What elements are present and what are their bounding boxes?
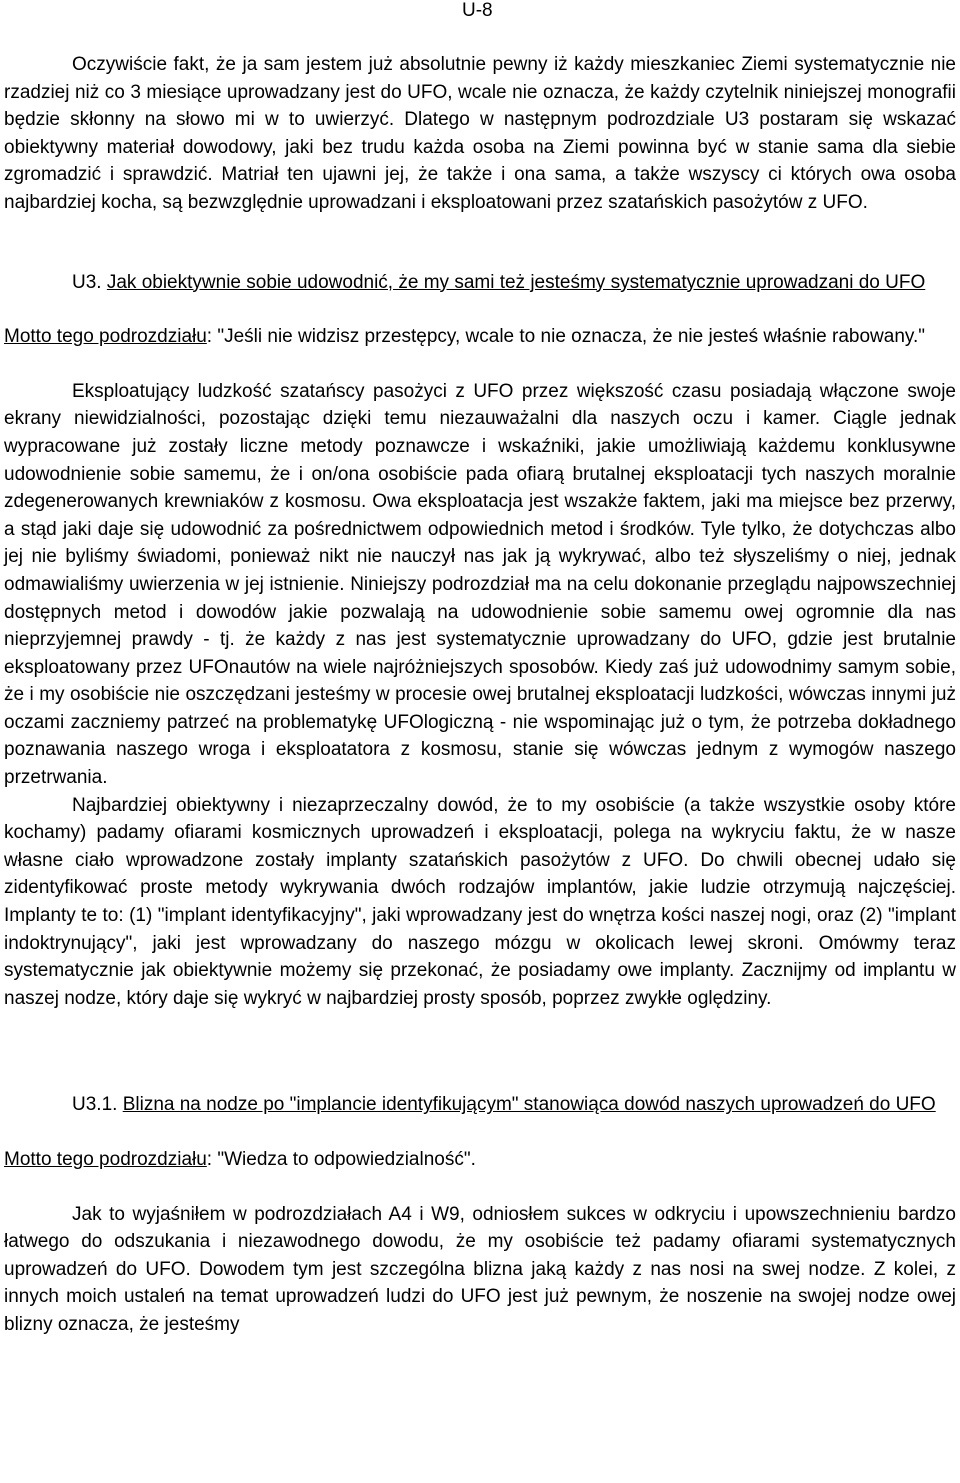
intro-paragraph: Oczywiście fakt, że ja sam jestem już absolutnie pewny iż każdy mieszkaniec Ziemi systematycznie nie rzadziej niż co 3 miesiące uprowadzany jest do UFO, wcale nie oznacza, że każdy czytelnik niniejszej monografii będzie skłonny na słowo mi w to uwierzyć. Dlatego w następnym podrozdziale U3 postaram się wskazać obiektywny materiał dowodowy, jaki bez trudu każda osoba na Ziemi powinna być w stanie sama dla siebie zgromadzić i sprawdzić. Matriał ten ujawni jej, że także i ona sama, a także wszyscy ci których owa osoba najbardziej kocha, są bezwzględnie uprowadzani i eksploatowani przez szatańskich pasożytów z UFO. — [4, 54, 956, 213]
section-u3-motto-label: Motto tego podrozdziału — [4, 326, 207, 348]
section-u3-motto-text: : "Jeśli nie widzisz przestępcy, wcale to nie oznacza, że nie jesteś właśnie rabowany." — [206, 326, 926, 348]
section-u3-title: Jak obiektywnie sobie udowodnić, że my sami też jesteśmy systematycznie uprowadzani do UFO — [106, 271, 926, 293]
section-u3-number: U3. — [72, 271, 102, 293]
section-u3-1-title: Blizna na nodze po "implancie identyfikującym" stanowiąca dowód naszych uprowadzeń do UFO — [122, 1094, 936, 1116]
document-body — [4, 51, 956, 1339]
section-u3-1-heading — [4, 1091, 956, 1119]
section-u3-1-paragraph-1: Jak to wyjaśniłem w podrozdziałach A4 i W9, odniosłem sukces w odkryciu i upowszechnieniu bardzo łatwego do odszukania i niezawodnego dowodu, że my osobiście też padamy ofiarami systematycznych uprowadzeń do UFO. Dowodem tym jest szczególna blizna jaką każdy z nas nosi na swej nodze. Z kolei, z innych moich ustaleń na temat uprowadzeń ludzi do UFO jest już pewnym, że noszenie na swojej nodze owej blizny oznacza, że jesteśmy — [4, 1203, 956, 1335]
page-number: U-8 — [462, 0, 493, 21]
section-u3-paragraph-1: Eksploatujący ludzkość szatańscy pasożyci z UFO przez większość czasu posiadają włączone swoje ekrany niewidzialności, pozostając dzięki temu niezauważalni dla naszych oczu i kamer. Ciągle jednak wypracowane już zostały liczne metody poznawcze i wskaźniki, jakie umożliwiają każdemu konklusywne udowodnienie sobie samemu, że i on/ona osobiście pada ofiarą brutalnej eksploatacji tych naszych moralnie zdegenerowanych krewniaków z kosmosu. Owa eksploatacja jest wszakże faktem, jaki ma miejsce bez przerwy, a stąd jaki daje się udowodnić za pośrednictwem odpowiednich metod i środków. Tyle tylko, że dotychczas albo jej nie byliśmy świadomi, ponieważ nikt nie nauczył nas jak ją wykrywać, albo też słyszeliśmy o niej, jednak odmawialiśmy uwierzenia w jej istnienie. Niniejszy podrozdział ma na celu dokonanie przeglądu najpowszechniej dostępnych metod i dowodów jakie pozwalają na udowodnienie sobie samemu owej ogromnie dla nas nieprzyjemnej prawdy - tj. że każdy z nas jest systematycznie uprowadzany do UFO, gdzie jest brutalnie eksploatowany przez UFOnautów na wiele najróżniejszych sposobów. Kiedy zaś już udowodnimy samym sobie, że i my osobiście nie oszczędzani jesteśmy w procesie owej brutalnej eksploatacji ludzkości, wówczas innymi już oczami zaczniemy patrzeć na problematykę UFOlogiczną - nie wspominając już o tym, że potrzeba dokładnego poznawania naszego wroga i eksploatatora z kosmosu, stanie się wówczas jednym z wymogów naszego przetrwania. — [4, 380, 956, 789]
section-u3-paragraph-2: Najbardziej obiektywny i niezaprzeczalny dowód, że to my osobiście (a także wszystkie osoby które kochamy) padamy ofiarami kosmicznych uprowadzeń i eksploatacji, polega na wykryciu faktu, że w nasze własne ciało wprowadzone zostały implanty szatańskich pasożytów z UFO. Do chwili obecnej udało się zidentyfikować proste metody wykrywania dwóch rodzajów implantów, jakie ludzie otrzymują najczęściej. Implanty te to: (1) "implant identyfikacyjny", jaki wprowadzany jest do wnętrza kości naszej nogi, oraz (2) "implant indoktrynujący", jaki jest wprowadzany do naszego mózgu w okolicach lewej skroni. Omówmy teraz systematycznie jak obiektywnie możemy się przekonać, że posiadamy owe implanty. Zacznijmy od implantu w naszej nodze, który daje się wykryć w najbardziej prosty sposób, poprzez zwykłe oględziny. — [4, 794, 956, 1009]
section-u3-1-motto-text: : "Wiedza to odpowiedzialność". — [206, 1149, 476, 1170]
section-u3-1-number: U3.1. — [72, 1094, 118, 1116]
section-u3-1-motto-label: Motto tego podrozdziału — [4, 1149, 207, 1170]
section-u3-motto — [4, 323, 956, 351]
section-u3-1-motto — [4, 1146, 956, 1174]
section-u3-heading — [4, 269, 956, 297]
